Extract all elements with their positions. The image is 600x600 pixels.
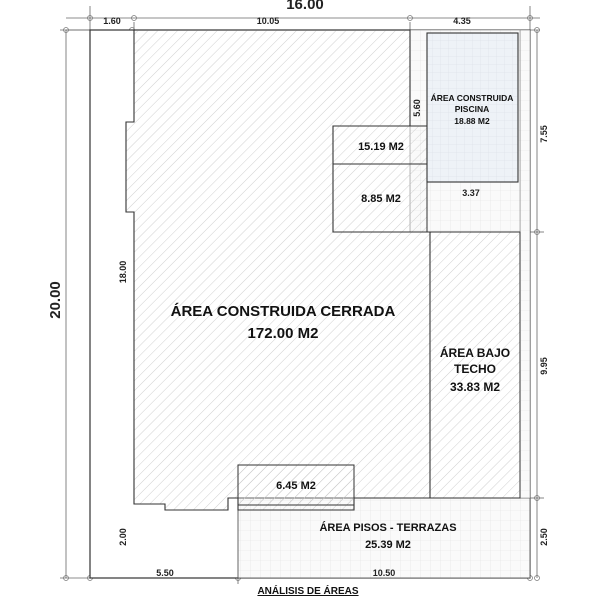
dim-left-total: 20.00 (47, 281, 64, 319)
right-walkway (520, 30, 530, 498)
dim-top-1: 1.60 (103, 16, 121, 26)
room-15-19-label: 15.19 M2 (358, 141, 404, 153)
roofed-label-1: ÁREA BAJO (439, 346, 511, 360)
dim-inner-2: 2.00 (118, 528, 128, 546)
terraces-title: ÁREA PISOS - TERRAZAS (319, 522, 457, 534)
main-built-area (126, 30, 430, 510)
dim-right-7-55: 7.55 (539, 125, 549, 143)
dim-top-3: 4.35 (453, 16, 471, 26)
pool-label-2: PISCINA (454, 104, 490, 114)
dim-top-2: 10.05 (256, 16, 280, 26)
pool-label-1: ÁREA CONSTRUIDA (430, 93, 514, 103)
roofed-value: 33.83 M2 (449, 380, 501, 394)
dim-bottom-1: 5.50 (156, 568, 174, 578)
dim-bottom-2: 10.50 (372, 568, 396, 578)
main-area-value: 172.00 M2 (247, 325, 319, 342)
room-8-85-label: 8.85 M2 (361, 193, 401, 205)
dim-right-2-50: 2.50 (539, 528, 549, 546)
caption: ANÁLISIS DE ÁREAS (257, 586, 359, 597)
roofed-label-2: TECHO (454, 362, 496, 376)
dim-right-9-95: 9.95 (539, 357, 549, 375)
dim-3-37: 3.37 (462, 188, 480, 198)
dim-top-total: 16.00 (286, 0, 324, 13)
pool-value: 18.88 M2 (454, 116, 490, 126)
terraces-value: 25.39 M2 (365, 539, 411, 551)
dim-inner-18: 18.00 (118, 260, 128, 284)
dim-5-60: 5.60 (412, 99, 422, 117)
room-6-45-label: 6.45 M2 (276, 480, 316, 492)
main-area-title: ÁREA CONSTRUIDA CERRADA (170, 303, 396, 320)
